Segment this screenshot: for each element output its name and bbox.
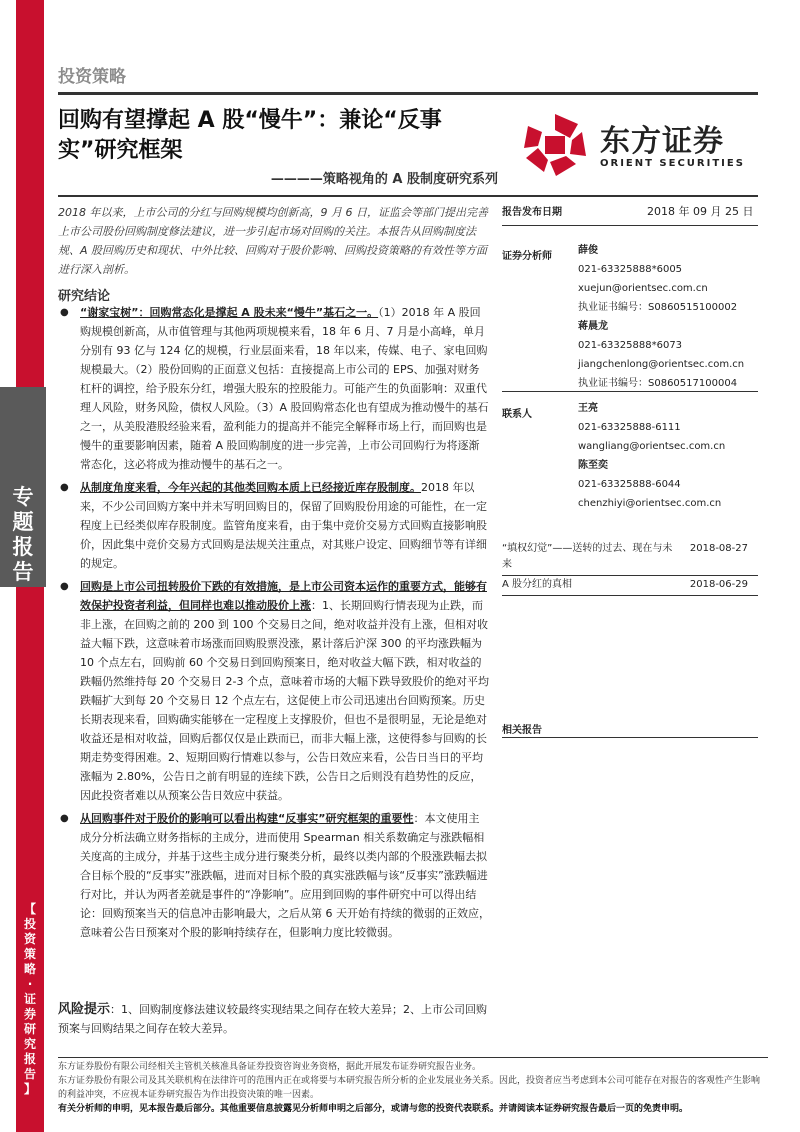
- bullet-text: ：本文使用主成分分析法确立财务指标的主成分，进而使用 Spearman 相关系数确定与涨跌幅相关度高的主成分，并基于这些主成分进行聚类分析，最终以类内部的个股涨跌幅去拟合目标个股的“反事实”涨跌幅，进而对目标个股的真实涨跌幅与该“反事实”涨跌幅进行对比，并认为两者差就是事件的“净影响”。应用到回购的事件研究中可以得出结论：回购预案当天的信息冲击影响最大，之后从第 6 天开始有持续的微弱的正效应，意味着公告日预案对个股的影响持续存在，但影响力度比较微弱。: [80, 812, 490, 939]
- contact-name: 陈至奕: [578, 460, 608, 471]
- label-char: 策: [23, 947, 36, 961]
- contact-label-text: 联系人: [502, 409, 532, 420]
- conclusion-list: [58, 303, 490, 946]
- label-char: 报: [23, 1052, 36, 1066]
- list-item: [58, 809, 490, 942]
- label-char: 】: [23, 1082, 36, 1096]
- contact-phone: 021-63325888-6044: [578, 479, 681, 490]
- analyst-name: 蒋晨龙: [578, 321, 608, 332]
- related-title[interactable]: “填权幻觉”——送转的过去、现在与未来: [502, 543, 673, 570]
- date-label: 报告发布日期: [502, 207, 562, 218]
- footer-line: 东方证券股份有限公司经相关主管机关核准具备证券投资咨询业务资格，据此开展发布证券研究报告业务。: [58, 1062, 482, 1072]
- tab-char: 告: [12, 560, 34, 584]
- risk-label: 风险提示: [58, 1002, 111, 1017]
- footer-line: 东方证券股份有限公司及其关联机构在法律许可的范围内正在或将要与本研究报告所分析的企业发展业务关系。因此，投资者应当考虑到本公司可能存在对报告的客观性产生影响的利益冲突，不应视本证券研究报告为作出投资决策的唯一因素。: [58, 1076, 761, 1100]
- list-item: [58, 303, 490, 474]
- risk-text: ：1、回购制度修法建议较最终实现结果之间存在较大差异；2、上市公司回购预案与回购结果之间存在较大差异。: [58, 1003, 488, 1035]
- label-char: ·: [27, 977, 33, 991]
- related-date: 2018-06-29: [689, 579, 748, 590]
- bullet-icon: ●: [60, 482, 69, 493]
- divider: [502, 737, 758, 738]
- analyst-block: [578, 241, 744, 393]
- analyst-name: 薛俊: [578, 245, 598, 256]
- label-char: 资: [23, 932, 36, 946]
- analyst-cert: 执业证书编号：S0860515100002: [578, 302, 738, 313]
- bullet-icon: ●: [60, 813, 69, 824]
- label-char: 究: [23, 1037, 36, 1051]
- logo-name: 东方证券: [600, 124, 724, 159]
- analyst-email[interactable]: xuejun@orientsec.com.cn: [578, 283, 708, 294]
- label-char: 略: [23, 962, 36, 976]
- tab-char: 题: [12, 510, 34, 534]
- logo-english: ORIENT SECURITIES: [600, 158, 745, 169]
- contact-phone: 021-63325888-6111: [578, 422, 681, 433]
- divider: [502, 575, 758, 576]
- analyst-label: [502, 247, 552, 262]
- divider: [502, 225, 758, 226]
- label-char: 券: [23, 1007, 36, 1021]
- bullet-highlight: 回购是上市公司扭转股价下跌的有效措施，是上市公司资本运作的重要方式，能够有效保护投资者利益，但同样也难以推动股价上涨: [80, 580, 487, 612]
- label-char: 【: [23, 902, 36, 916]
- bullet-text: ：1、长期回购行情表现为止跌，而非上涨，在回购之前的 200 到 100 个交易日之间，绝对收益并没有上涨，但相对收益大幅下跌，这意味着市场涨而回购股票没涨，累计落后沪深 300 的平均涨跌幅为 10 个点左右，回购前 60 个交易日到回购预案日，绝对收益大幅下跌，相对收益的跌幅仍然维持每 20 个交易日 2-3 个点，意味着市场的大幅下跌导致股价的绝对平均跌幅扩大到每 20 个交易日 12 个点左右，这促使上市公司迅速出台回购预案。历史长期表现来看，回购确实能够在一定程度上支撑股价，但也不是很明显，无论是绝对收益还是相对收益，回购后都仅仅是止跌而已，而非大幅上涨，这使得参与回购的长期走势变得困难。2、短期回购行情难以参与，公告日效应来看，公告日当日的平均涨幅为 2.80%，公告日之前有明显的连续下跌，公告日之后则没有趋势性的反应，因此投资者难以从预案公告日效应中获益。: [80, 599, 489, 802]
- analyst-email[interactable]: jiangchenlong@orientsec.com.cn: [578, 359, 745, 370]
- bullet-text: （1）2018 年 A 股回购规模创新高，从市值管理与其他两项规模来看，18 年 6 月、7 月是小高峰，单月分别有 93 亿与 124 亿的规模，行业层面来看，18 年以来，传媒、电子、家电回购规模最大。（2）股份回购的正面意义包括：直接提高上市公司的 EPS、加强对财务杠杆的调控，给予股东分红，增强大股东的控股能力。可能产生的负面影响：双重代理人风险，财务风险，债权人风险。（3）A 股回购常态化也有望成为推动慢牛的基石之一，从美股港股经验来看，盈利能力的提高并不能完全解释市场上行，而回购也是慢牛的重要影响因素，随着 A 股回购制度的进一步完善，上市公司回购行为将逐渐常态化，这必将成为推动慢牛的基石之一。: [80, 306, 489, 471]
- label-char: 研: [23, 1022, 36, 1036]
- report-subtitle: ————策略视角的 A 股制度研究系列: [270, 172, 498, 187]
- analyst-phone: 021-63325888*6005: [578, 264, 683, 275]
- list-item: [58, 478, 490, 573]
- bullet-icon: ●: [60, 581, 69, 592]
- date-row: [502, 203, 562, 218]
- bullet-icon: ●: [60, 307, 69, 318]
- publish-date: 2018 年 09 月 25 日: [647, 205, 754, 218]
- divider: [502, 391, 758, 392]
- contact-email[interactable]: wangliang@orientsec.com.cn: [578, 441, 726, 452]
- label-char: 告: [23, 1067, 36, 1081]
- related-date: 2018-08-27: [689, 543, 748, 554]
- analyst-label-text: 证券分析师: [502, 251, 552, 262]
- related-item[interactable]: [502, 577, 758, 593]
- footer-rule: [58, 1057, 768, 1058]
- sidebar-vertical-label: [16, 902, 44, 1097]
- contact-email[interactable]: chenzhiyi@orientsec.com.cn: [578, 498, 722, 509]
- divider: [502, 595, 758, 596]
- orient-logo-icon: [520, 110, 590, 180]
- bullet-text: 2018 年以来，不少公司回购方案中并未写明回购目的，保留了回购股份用途的可能性，在一定程度上已经类似库存股制度。监管角度来看，由于集中竞价交易方式回购直接影响股价，因此集中竞价交易方式回购是法规关注重点，对其账户设定、回购细节等有详细的规定。: [80, 481, 487, 570]
- related-item[interactable]: [502, 541, 758, 573]
- related-heading: 相关报告: [502, 725, 542, 736]
- related-title[interactable]: A 股分红的真相: [502, 579, 573, 590]
- company-logo: [520, 110, 760, 180]
- sidebar-red-band-top: [16, 0, 44, 387]
- bullet-highlight: “谢家宝树”：回购常态化是撑起 A 股未来“慢牛”基石之一。: [80, 306, 379, 319]
- tab-char: 报: [12, 535, 34, 559]
- risk-note: [58, 1000, 490, 1038]
- contact-label: [502, 405, 532, 420]
- report-type-tab: [0, 387, 46, 587]
- list-item: [58, 577, 490, 805]
- bullet-highlight: 从回购事件对于股价的影响可以看出构建“反事实”研究框架的重要性: [80, 812, 414, 825]
- summary-paragraph: 2018 年以来，上市公司的分红与回购规模均创新高，9 月 6 日，证监会等部门提出完善上市公司股份回购制度修法建议，进一步引起市场对回购的关注。本报告从回购制度法规、A 股回购历史和现状、中外比较、回购对于股价影响、回购投资策略的有效性等方面进行深入剖析。: [58, 206, 488, 276]
- analyst-cert: 执业证书编号：S0860517100004: [578, 378, 738, 389]
- label-char: 投: [23, 917, 36, 931]
- footer-disclaimer: [58, 1060, 768, 1116]
- contact-name: 王亮: [578, 403, 598, 414]
- left-sidebar: [0, 0, 46, 1132]
- label-char: 证: [23, 992, 36, 1006]
- contact-block: [578, 399, 725, 513]
- header-rule: [58, 92, 758, 95]
- tab-char: 专: [12, 485, 34, 509]
- footer-line-bold: 有关分析师的申明，见本报告最后部分。其他重要信息披露见分析师申明之后部分，或请与您的投资代表联系。并请阅读本证券研究报告最后一页的免责申明。: [58, 1104, 689, 1114]
- conclusion-heading: 研究结论: [58, 289, 111, 304]
- report-title: 回购有望撑起 A 股“慢牛”：兼论“反事实”研究框架: [58, 108, 442, 163]
- bullet-highlight: 从制度角度来看，今年兴起的其他类回购本质上已经接近库存股制度。: [80, 481, 421, 494]
- header-rule-2: [58, 195, 758, 197]
- doc-type: 投资策略: [58, 67, 126, 87]
- analyst-phone: 021-63325888*6073: [578, 340, 683, 351]
